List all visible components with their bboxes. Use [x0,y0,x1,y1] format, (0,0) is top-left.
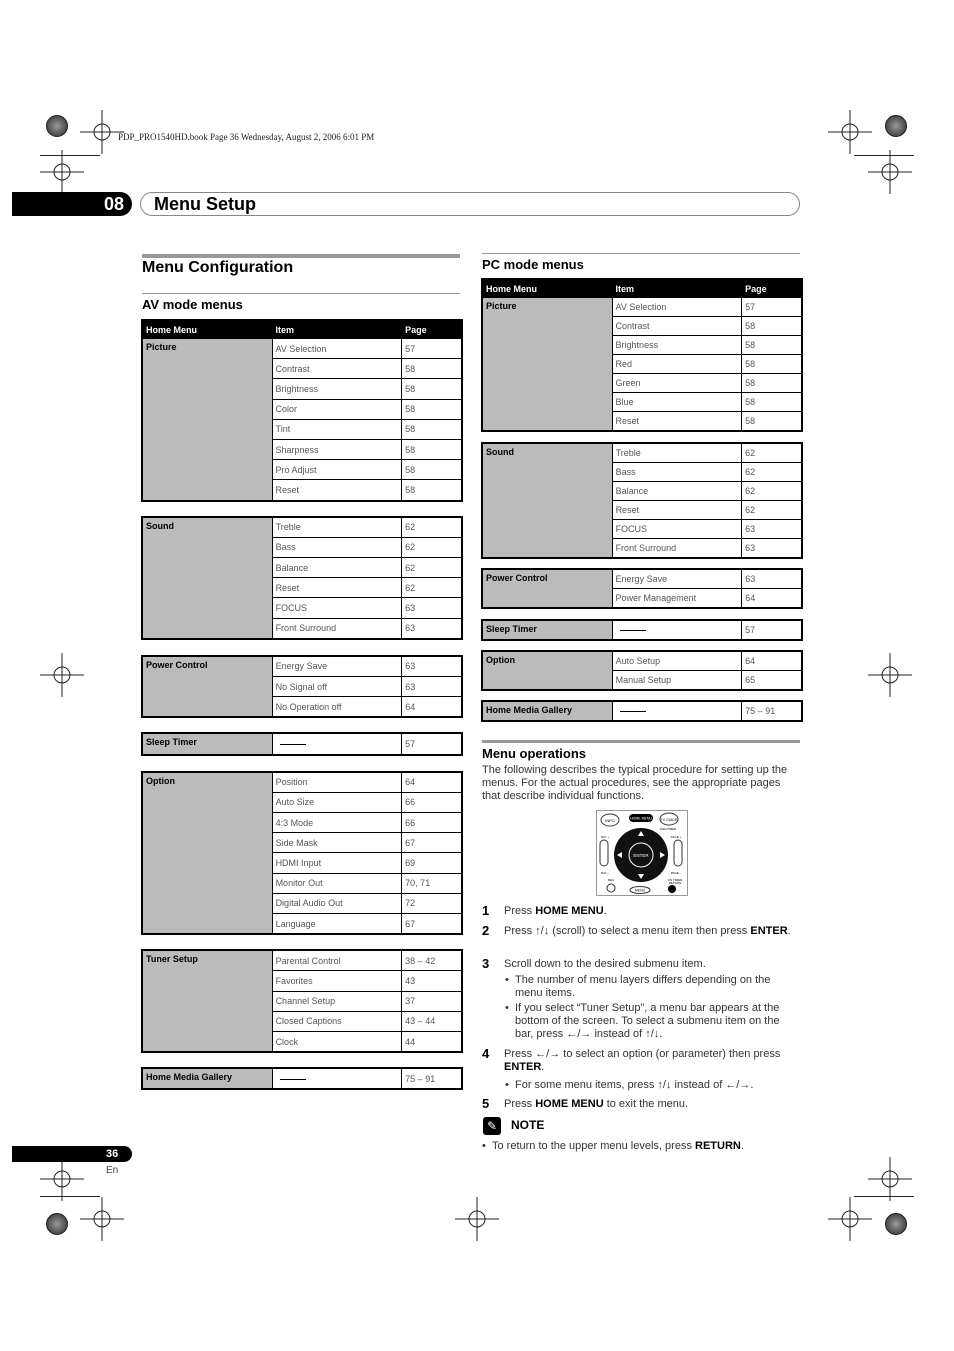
registration-mark [40,653,84,697]
menu-table-option [482,651,802,690]
menu-page: 58 [742,412,802,431]
pc-mode-heading: PC mode menus [482,257,584,272]
menu-page: 69 [402,853,462,873]
menu-item: Manual Setup [612,671,742,690]
menu-page: 63 [742,539,802,558]
menu-item: Power Management [612,589,742,608]
menu-table-option [142,772,462,935]
crop-line [40,1196,100,1197]
menu-item: Closed Captions [272,1011,402,1031]
step-3-text: Scroll down to the desired submenu item. [504,958,706,970]
menu-page: 58 [742,336,802,355]
menu-operations-heading: Menu operations [482,746,587,761]
step-4-number: 4 [482,1046,490,1061]
printer-disc-mark [46,1213,68,1235]
menu-item: Contrast [612,317,742,336]
page-language: En [106,1165,119,1176]
menu-item [612,621,742,640]
menu-page: 64 [742,652,802,671]
header-0: Home Menu [143,321,273,339]
menu-item: Monitor Out [272,873,402,893]
av-mode-heading: AV mode menus [142,297,243,312]
menu-page: 67 [402,913,462,933]
operations-intro: The following describes the typical procedure for setting up the menus. For the actual procedures, see the appropriate pages that describe individual functions. [482,764,788,802]
menu-table-home-media-gallery [142,1068,462,1089]
step-3-number: 3 [482,956,490,971]
menu-item: Sharpness [272,439,402,459]
menu-table-sleep-timer [482,620,802,640]
chapter-title: Menu Setup [154,194,256,214]
menu-page: 66 [402,792,462,812]
menu-item: Brightness [272,379,402,399]
menu-table-tuner-setup [142,950,462,1052]
remote-info-sub-label: INFO/TIMER [659,827,677,831]
menu-page: 58 [742,317,802,336]
menu-item: Side Mask [272,833,402,853]
step-1-number: 1 [482,903,490,918]
remote-home-menu-label: HOME MENU [630,816,652,821]
menu-page: 58 [402,439,462,459]
menu-item [272,734,402,754]
menu-page: 63 [402,656,462,676]
menu-page: 57 [742,621,802,640]
menu-item: Green [612,374,742,393]
registration-mark [40,150,84,194]
menu-group-name: Power Control [143,656,273,717]
menu-page: 57 [742,298,802,317]
menu-item: Tint [272,419,402,439]
remote-enter-label: ENTER [633,853,649,858]
step-5-number: 5 [482,1096,490,1111]
menu-item: Contrast [272,359,402,379]
menu-item: Reset [272,578,402,598]
menu-group-name: Picture [483,298,613,431]
menu-item: Balance [612,482,742,501]
menu-item: Color [272,399,402,419]
subsection-rule [142,293,460,294]
step-4-text: Press ←/→ to select an option (or parameter) then press ENTER. [504,1048,781,1073]
remote-tv-guide-label: TV GUIDE [660,818,678,822]
menu-group-name: Sleep Timer [483,621,613,640]
menu-table-power-control [482,569,802,608]
registration-mark [868,1157,912,1201]
menu-page: 75 – 91 [402,1069,462,1089]
menu-group-name: Option [143,772,273,934]
menu-page: 58 [742,374,802,393]
menu-page: 62 [742,482,802,501]
menu-page: 66 [402,812,462,832]
menu-page: 62 [402,517,462,537]
menu-item: Brightness [612,336,742,355]
menu-page: 44 [402,1031,462,1051]
menu-item: Auto Size [272,792,402,812]
header-2: Page [742,280,802,298]
remote-info-label: INFO [605,818,615,823]
menu-page: 58 [402,460,462,480]
menu-group-name: Picture [143,339,273,501]
menu-item: Balance [272,557,402,577]
menu-item: Energy Save [272,656,402,676]
menu-item: Treble [272,517,402,537]
menu-page: 63 [402,618,462,638]
menu-table-picture [142,320,462,501]
registration-mark [868,150,912,194]
menu-table-sound [142,517,462,639]
book-info: PDP_PRO1540HD.book Page 36 Wednesday, August 2, 2006 6:01 PM [118,132,375,142]
menu-item: No Operation off [272,697,402,717]
menu-item [272,1069,402,1089]
registration-mark [40,1157,84,1201]
menu-table-sleep-timer [142,733,462,754]
menu-table-power-control [142,656,462,718]
crop-line [854,155,914,156]
menu-item: Front Surround [272,618,402,638]
menu-page: 58 [402,480,462,500]
menu-group-name: Sound [483,444,613,558]
crop-line [40,155,100,156]
menu-page: 62 [402,557,462,577]
menu-table-picture [482,279,802,431]
menu-item: Clock [272,1031,402,1051]
menu-page: 58 [402,419,462,439]
dash-placeholder [620,711,646,712]
header-1: Item [612,280,742,298]
menu-item: AV Selection [612,298,742,317]
menu-group-name: Sleep Timer [143,734,273,754]
menu-item: Parental Control [272,951,402,971]
menu-page: 62 [402,578,462,598]
note-pencil-icon: ✎ [483,1117,501,1135]
menu-page: 64 [402,697,462,717]
menu-item: No Signal off [272,676,402,696]
menu-item: Bass [612,463,742,482]
menu-group-name: Tuner Setup [143,951,273,1052]
menu-page: 58 [402,379,462,399]
section-rule [142,254,460,258]
menu-item [612,702,742,721]
step-3-bullet-2: • If you select “Tuner Setup”, a menu bar appears at the bottom of the screen. To select a submenu item on the bar, press ←/→ instead of ↑/↓. [515,1002,797,1041]
remote-day-minus-label: DAY – [600,871,610,875]
menu-page: 63 [742,570,802,589]
crop-line [854,1196,914,1197]
menu-group-name: Power Control [483,570,613,608]
step-1-text: Press HOME MENU. [504,905,607,917]
menu-item: Reset [612,412,742,431]
menu-group-name: Option [483,652,613,690]
menu-item: Treble [612,444,742,463]
menu-page: 67 [402,833,462,853]
step-4-bullet: • For some menu items, press ↑/↓ instead of ←/→. [515,1079,797,1092]
menu-item: Bass [272,537,402,557]
step-5-text: Press HOME MENU to exit the menu. [504,1098,689,1110]
menu-page: 63 [742,520,802,539]
remote-control-illustration [596,810,688,896]
menu-item: Language [272,913,402,933]
subsection-rule [482,253,800,254]
remote-page-minus-label: PAGE – [670,871,682,875]
printer-disc-mark [46,115,68,137]
dash-placeholder [620,630,646,631]
remote-rec-label: REC [607,878,615,882]
registration-mark [828,1197,872,1241]
chapter-number: 08 [104,194,125,214]
menu-page: 64 [402,772,462,792]
menu-table-home-media-gallery [482,701,802,721]
menu-page: 63 [402,598,462,618]
dash-placeholder [280,744,306,745]
page-number: 36 [106,1148,119,1160]
menu-item: Position [272,772,402,792]
menu-page: 58 [742,355,802,374]
remote-menu-label: MENU [634,888,646,893]
menu-configuration-heading: Menu Configuration [142,259,294,276]
registration-mark [828,110,872,154]
menu-table-sound [482,443,802,558]
dash-placeholder [280,1079,306,1080]
menu-group-name: Sound [143,517,273,638]
menu-page: 75 – 91 [742,702,802,721]
menu-page: 43 [402,971,462,991]
menu-page: 37 [402,991,462,1011]
remote-rec-sub-label: ON TIMER [667,878,683,882]
menu-page: 70, 71 [402,873,462,893]
printer-disc-mark [885,115,907,137]
menu-item: Digital Audio Out [272,893,402,913]
menu-page: 64 [742,589,802,608]
menu-page: 62 [742,463,802,482]
step-3-bullet-1: • The number of menu layers differs depending on the menu items. [515,974,795,1000]
menu-item: FOCUS [272,598,402,618]
menu-item: Channel Setup [272,991,402,1011]
menu-group-name: Home Media Gallery [143,1069,273,1089]
menu-item: Red [612,355,742,374]
printer-disc-mark [885,1213,907,1235]
header-0: Home Menu [483,280,613,298]
registration-mark [868,653,912,697]
menu-item: Pro Adjust [272,460,402,480]
menu-page: 62 [402,537,462,557]
registration-mark [455,1197,499,1241]
menu-page: 57 [402,734,462,754]
remote-day-plus-label: DAY + [600,835,610,839]
menu-page: 72 [402,893,462,913]
menu-page: 63 [402,676,462,696]
menu-item: Reset [612,501,742,520]
note-text: • To return to the upper menu levels, press RETURN. [492,1140,792,1153]
menu-page: 65 [742,671,802,690]
menu-item: Energy Save [612,570,742,589]
registration-mark [80,1197,124,1241]
header-1: Item [272,321,402,339]
menu-page: 62 [742,501,802,520]
menu-group-name: Home Media Gallery [483,702,613,721]
menu-page: 58 [742,393,802,412]
menu-page: 57 [402,339,462,359]
menu-item: 4:3 Mode [272,812,402,832]
menu-item: Reset [272,480,402,500]
menu-item: HDMI Input [272,853,402,873]
section-rule [482,740,800,743]
menu-item: AV Selection [272,339,402,359]
menu-page: 58 [402,359,462,379]
header-2: Page [402,321,462,339]
menu-page: 43 – 44 [402,1011,462,1031]
menu-page: 62 [742,444,802,463]
menu-item: FOCUS [612,520,742,539]
step-2-text: Press ↑/↓ (scroll) to select a menu item then press ENTER. [504,925,791,937]
remote-page-plus-label: PAGE + [670,835,682,839]
step-2-number: 2 [482,923,490,938]
menu-page: 58 [402,399,462,419]
menu-item: Front Surround [612,539,742,558]
menu-item: Favorites [272,971,402,991]
menu-item: Auto Setup [612,652,742,671]
menu-item: Blue [612,393,742,412]
note-label: NOTE [511,1118,545,1132]
remote-return-label: RETURN [668,881,682,885]
menu-page: 38 – 42 [402,951,462,971]
